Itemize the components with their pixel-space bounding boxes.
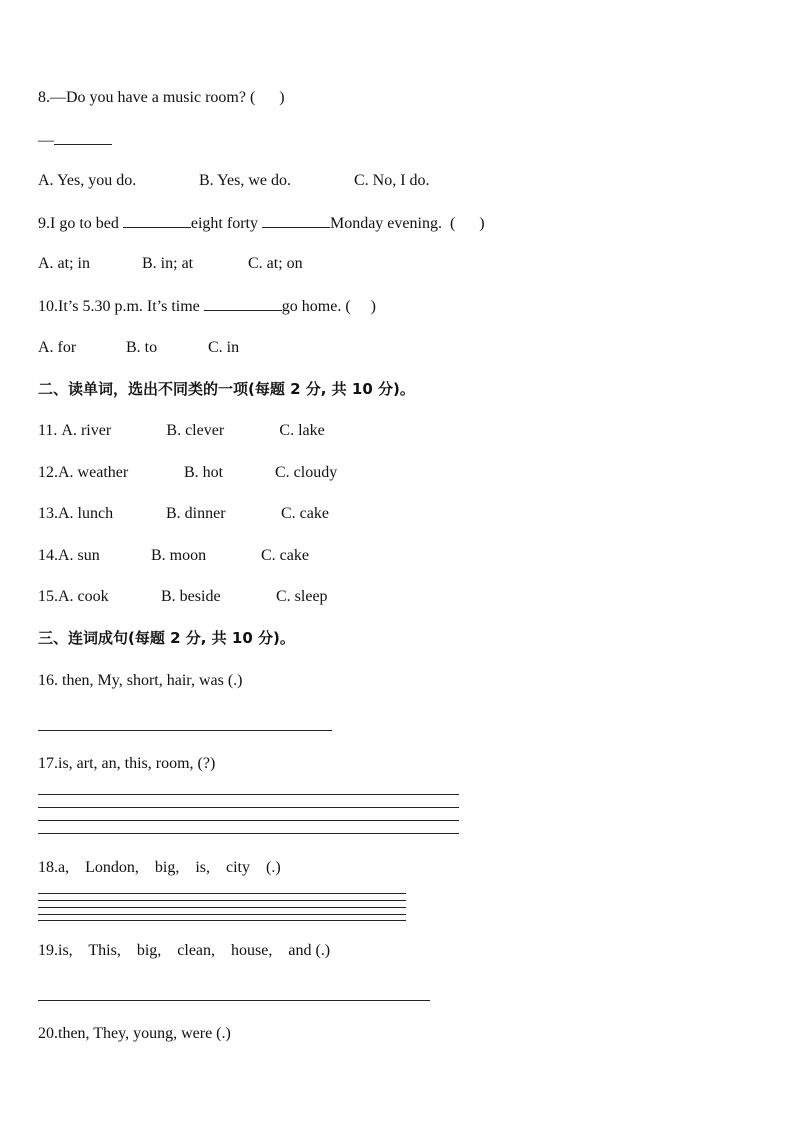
answer-line[interactable]: [38, 1000, 430, 1001]
option-b[interactable]: B. to: [126, 339, 158, 356]
question-number: 13.: [38, 505, 58, 522]
reply-dash: —: [38, 132, 54, 149]
option-b[interactable]: B. beside: [161, 588, 221, 605]
blank-1[interactable]: [204, 296, 282, 311]
answer-line[interactable]: [38, 730, 332, 731]
option-a[interactable]: A. Yes, you do.: [38, 172, 137, 189]
question-8-options: [38, 171, 430, 191]
option-a[interactable]: A. cook: [58, 588, 109, 605]
option-a[interactable]: A. weather: [58, 464, 129, 481]
stem-part-3: Monday evening. ( ): [329, 215, 485, 232]
option-c[interactable]: C. cake: [261, 547, 309, 564]
answer-line[interactable]: [38, 920, 406, 921]
question-8-stem: 8.—Do you have a music room? ( ): [38, 89, 285, 106]
question-number: 15.: [38, 588, 58, 605]
question-8-reply: [38, 130, 112, 151]
option-a[interactable]: A. lunch: [58, 505, 114, 522]
option-b[interactable]: B. hot: [184, 464, 224, 481]
question-14: [38, 546, 309, 566]
option-c[interactable]: C. cloudy: [275, 464, 338, 481]
section-2-title: 二、读单词，选出不同类的一项(每题 2 分, 共 10 分)。: [38, 380, 415, 398]
question-9-stem: [38, 213, 485, 234]
question-number: 11.: [38, 422, 62, 439]
blank-1[interactable]: [123, 213, 191, 228]
question-20: 20.then, They, young, were (.): [38, 1025, 231, 1042]
question-15: [38, 587, 328, 607]
stem-part-2: go home. ( ): [281, 298, 376, 315]
option-a[interactable]: A. river: [61, 422, 112, 439]
reply-blank[interactable]: [54, 130, 112, 145]
option-c[interactable]: C. sleep: [276, 588, 328, 605]
option-b[interactable]: B. in; at: [142, 255, 194, 272]
option-a[interactable]: A. sun: [58, 547, 100, 564]
stem-part-1: 10.It’s 5.30 p.m. It’s time: [38, 298, 204, 315]
answer-line[interactable]: [38, 820, 459, 821]
question-11: [38, 421, 325, 441]
option-c[interactable]: C. No, I do.: [354, 172, 430, 189]
option-a[interactable]: A. for: [38, 339, 77, 356]
question-9-options: [38, 254, 303, 274]
answer-line[interactable]: [38, 907, 406, 908]
answer-line[interactable]: [38, 833, 459, 834]
question-19: 19.is, This, big, clean, house, and (.): [38, 942, 331, 959]
stem-part-2: eight forty: [190, 215, 262, 232]
question-17: 17.is, art, an, this, room, (?): [38, 755, 216, 772]
question-number: 14.: [38, 547, 58, 564]
question-13: [38, 504, 329, 524]
question-18: 18.a, London, big, is, city (.): [38, 859, 281, 876]
option-b[interactable]: B. clever: [166, 422, 225, 439]
answer-line[interactable]: [38, 794, 459, 795]
option-c[interactable]: C. cake: [281, 505, 329, 522]
option-c[interactable]: C. at; on: [248, 255, 303, 272]
option-c[interactable]: C. in: [208, 339, 240, 356]
section-3-title: 三、连词成句(每题 2 分, 共 10 分)。: [38, 629, 295, 647]
option-b[interactable]: B. dinner: [166, 505, 226, 522]
question-10-stem: [38, 296, 376, 317]
question-number: 12.: [38, 464, 58, 481]
option-b[interactable]: B. moon: [151, 547, 207, 564]
question-10-options: [38, 338, 239, 358]
answer-line[interactable]: [38, 914, 406, 915]
question-12: [38, 463, 337, 483]
answer-line[interactable]: [38, 807, 459, 808]
option-c[interactable]: C. lake: [279, 422, 325, 439]
option-b[interactable]: B. Yes, we do.: [199, 172, 292, 189]
option-a[interactable]: A. at; in: [38, 255, 90, 272]
stem-part-1: 9.I go to bed: [38, 215, 123, 232]
answer-line[interactable]: [38, 893, 406, 894]
question-16: 16. then, My, short, hair, was (.): [38, 672, 243, 689]
blank-2[interactable]: [262, 213, 330, 228]
answer-line[interactable]: [38, 900, 406, 901]
